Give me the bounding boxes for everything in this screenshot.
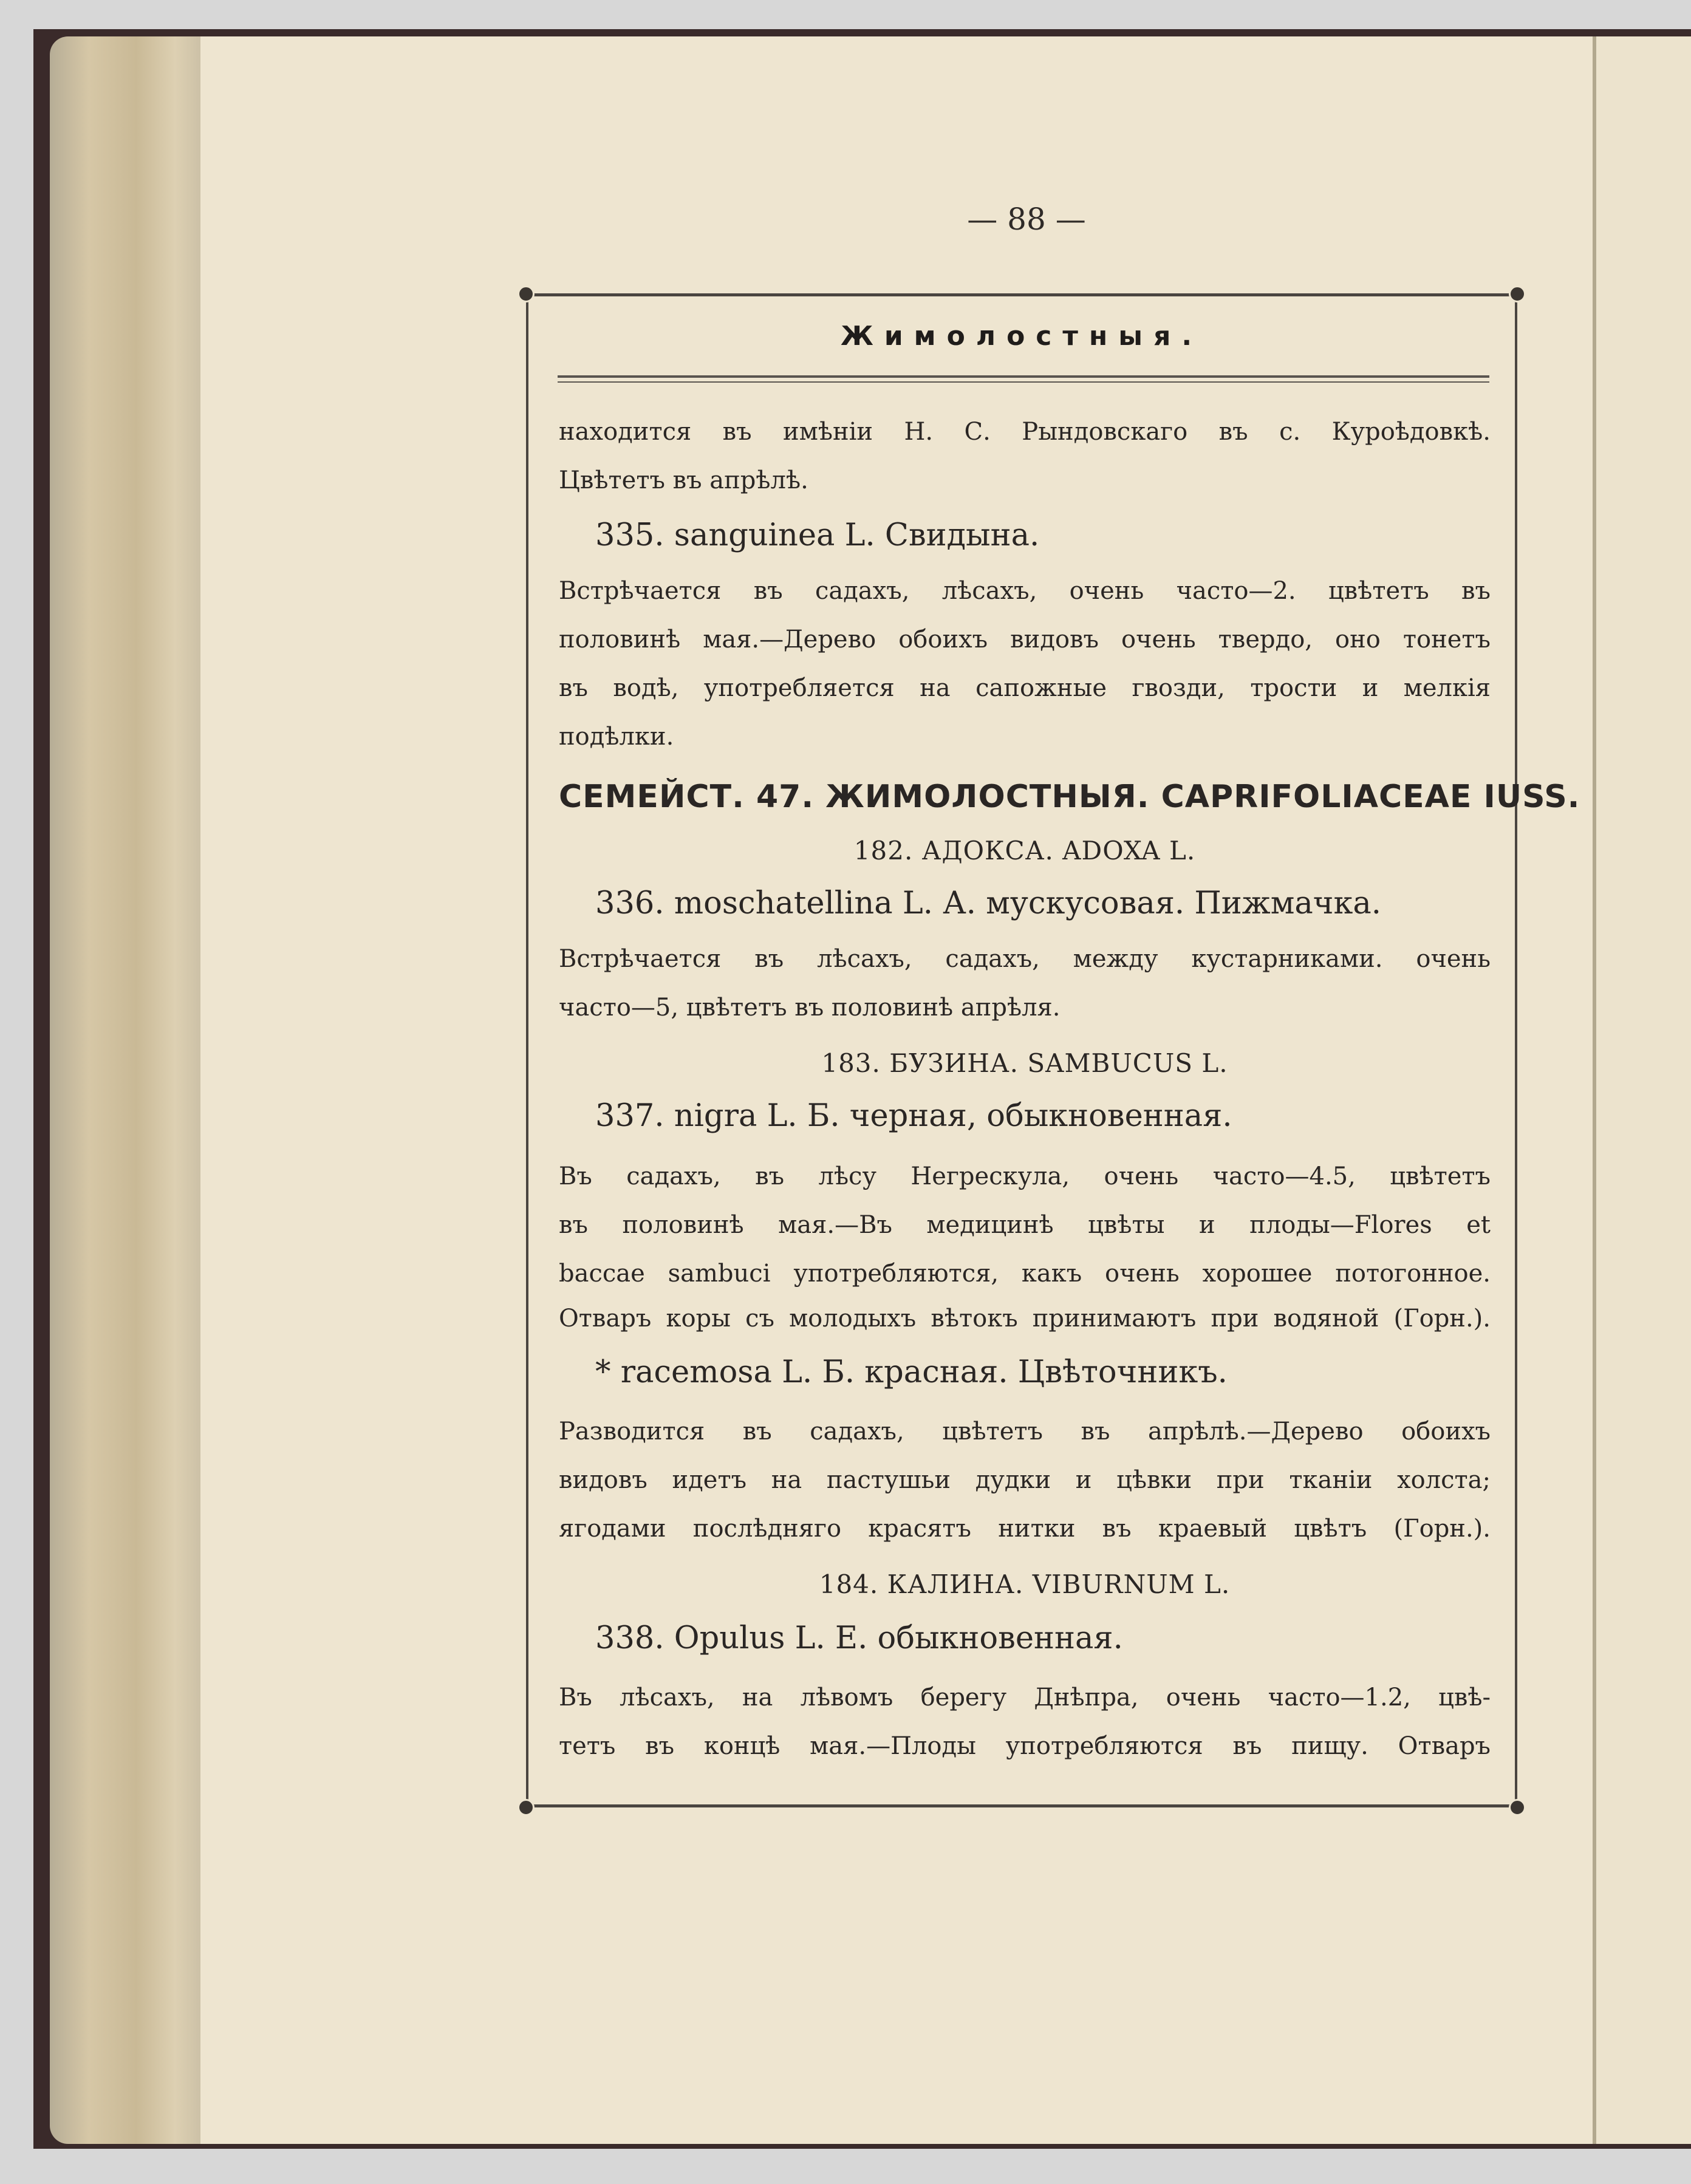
text-line: тетъ въ концѣ мая.—Плоды употребляются въ пищу. Отваръ [559,1732,1491,1760]
frame-corner-ornament [518,1799,535,1816]
text-line: подѣлки. [559,723,674,751]
text-line: половинѣ мая.—Дерево обоихъ видовъ очень твердо, оно тонетъ [559,626,1491,653]
facing-page-edge [1593,36,1691,2144]
text-line: Разводится въ садахъ, цвѣтетъ въ апрѣлѣ.—Дерево обоихъ [559,1418,1491,1445]
genus-heading: 184. КАЛИНА. VIBURNUM L. [819,1569,1231,1599]
text-line: Встрѣчается въ садахъ, лѣсахъ, очень часто—2. цвѣтетъ въ [559,577,1491,605]
species-heading: 335. sanguinea L. Свидына. [595,517,1040,553]
text-line: ягодами послѣдняго красятъ нитки въ краевый цвѣтъ (Горн.). [559,1515,1491,1543]
species-heading: 338. Opulus L. Е. обыкновенная. [595,1620,1123,1656]
species-heading: 337. nigra L. Б. черная, обыкновенная. [595,1098,1232,1134]
species-heading: 336. moschatellina L. А. мускусовая. Пижмачка. [595,886,1382,921]
text-line: Цвѣтетъ въ апрѣлѣ. [559,466,808,494]
double-rule [558,375,1489,383]
text-line: Отваръ коры съ молодыхъ вѣтокъ принимаютъ при водяной (Горн.). [559,1305,1491,1333]
text-line: видовъ идетъ на пастушьи дудки и цѣвки при тканіи холста; [559,1466,1491,1494]
genus-heading: 183. БУЗИНА. SAMBUCUS L. [821,1048,1228,1078]
frame-corner-ornament [518,285,535,302]
text-line: въ водѣ, употребляется на сапожные гвозди, трости и мелкія [559,674,1491,702]
family-heading: СЕМЕЙСТ. 47. ЖИМОЛОСТНЫЯ. CAPRIFOLIACEAE IUSS. [559,779,1580,815]
page-number: — 88 — [967,202,1086,237]
text-line: въ половинѣ мая.—Въ медицинѣ цвѣты и плоды—Flores et [559,1211,1491,1239]
genus-heading: 182. АДОКСА. ADOXA L. [853,836,1196,865]
frame-corner-ornament [1509,285,1526,302]
text-line: часто—5, цвѣтетъ въ половинѣ апрѣля. [559,994,1061,1022]
book-fore-edge [50,36,207,2144]
species-heading: * racemosa L. Б. красная. Цвѣточникъ. [595,1354,1228,1390]
text-line: находится въ имѣніи Н. С. Рындовскаго въ с. Куроѣдовкѣ. [559,418,1491,446]
frame-corner-ornament [1509,1799,1526,1816]
text-line: Встрѣчается въ лѣсахъ, садахъ, между кустарниками. очень [559,945,1491,973]
text-line: Въ лѣсахъ, на лѣвомъ берегу Днѣпра, очень часто—1.2, цвѣ- [559,1684,1491,1711]
text-line: baccae sambuci употребляются, какъ очень хорошее потогонное. [559,1260,1491,1288]
running-head: Жимолостныя. [840,321,1203,352]
text-line: Въ садахъ, въ лѣсу Негрескула, очень часто—4.5, цвѣтетъ [559,1162,1491,1190]
